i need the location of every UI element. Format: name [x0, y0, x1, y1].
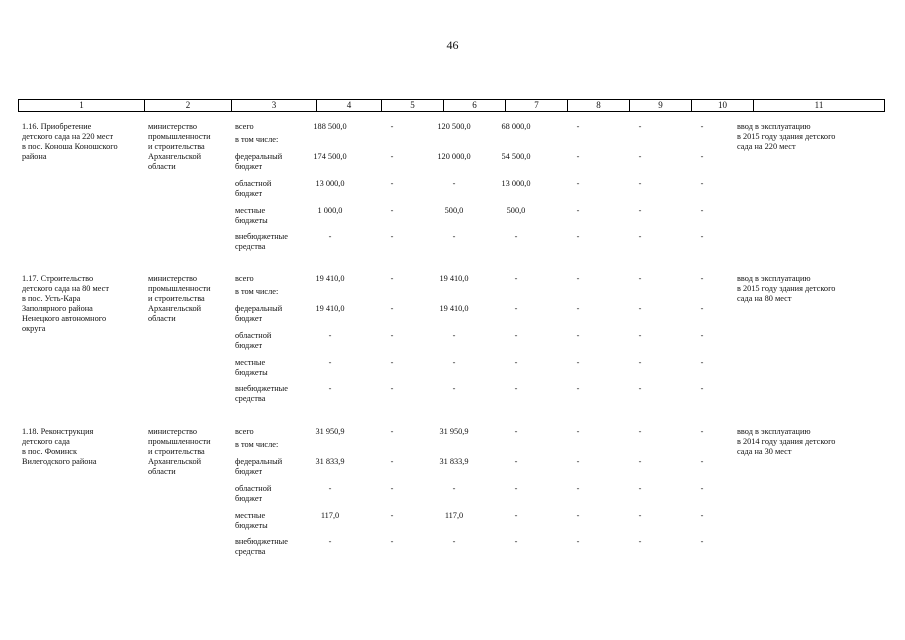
amount-cell: -: [576, 331, 580, 340]
amount-cell: -: [390, 384, 394, 393]
amount-cell: -: [700, 511, 704, 520]
amount-cell: 19 410,0: [315, 274, 345, 283]
column-header-3: 3: [232, 100, 317, 111]
amount-cell: 13 000,0: [315, 179, 345, 188]
funding-source-label: местные бюджеты: [235, 358, 268, 377]
amount-cell: -: [700, 484, 704, 493]
amount-cell: -: [452, 358, 456, 367]
amount-cell: -: [514, 511, 518, 520]
amount-cell: -: [576, 232, 580, 241]
column-header-5: 5: [382, 100, 444, 111]
amount-cell: -: [700, 122, 704, 131]
amount-cell: 19 410,0: [315, 304, 345, 313]
amount-cell: -: [638, 457, 642, 466]
amount-cell: -: [638, 331, 642, 340]
amount-cell: -: [514, 274, 518, 283]
amount-cell: -: [390, 232, 394, 241]
amount-cell: -: [700, 152, 704, 161]
amount-cell: 120 500,0: [437, 122, 471, 131]
amount-cell: -: [452, 384, 456, 393]
amount-cell: 117,0: [320, 511, 340, 520]
column-header-8: 8: [568, 100, 630, 111]
amount-cell: -: [390, 304, 394, 313]
column-header-6: 6: [444, 100, 506, 111]
funding-source-label: в том числе:: [235, 135, 279, 144]
amount-cell: 54 500,0: [501, 152, 531, 161]
amount-cell: 31 950,9: [439, 427, 469, 436]
amount-cell: -: [390, 457, 394, 466]
amount-cell: 19 410,0: [439, 304, 469, 313]
amount-cell: 31 950,9: [315, 427, 345, 436]
amount-cell: -: [638, 179, 642, 188]
executor: министерство промышленности и строительства Архангельской области: [148, 274, 211, 323]
amount-cell: -: [328, 484, 332, 493]
amount-cell: -: [390, 274, 394, 283]
amount-cell: -: [328, 358, 332, 367]
column-header-10: 10: [692, 100, 754, 111]
amount-cell: 68 000,0: [501, 122, 531, 131]
funding-source-label: областной бюджет: [235, 331, 272, 350]
amount-cell: -: [390, 331, 394, 340]
amount-cell: -: [700, 384, 704, 393]
amount-cell: -: [700, 358, 704, 367]
amount-cell: -: [638, 274, 642, 283]
executor: министерство промышленности и строительства Архангельской области: [148, 122, 211, 171]
amount-cell: -: [452, 232, 456, 241]
amount-cell: -: [390, 537, 394, 546]
amount-cell: -: [514, 331, 518, 340]
column-header-11: 11: [814, 100, 824, 110]
amount-cell: -: [638, 304, 642, 313]
amount-cell: 500,0: [444, 206, 464, 215]
funding-source-label: областной бюджет: [235, 179, 272, 198]
funding-source-label: всего: [235, 427, 254, 436]
amount-cell: 13 000,0: [501, 179, 531, 188]
amount-cell: -: [700, 274, 704, 283]
amount-cell: -: [390, 358, 394, 367]
amount-cell: 1 000,0: [317, 206, 343, 215]
amount-cell: -: [328, 232, 332, 241]
amount-cell: -: [390, 206, 394, 215]
amount-cell: -: [514, 484, 518, 493]
amount-cell: 31 833,9: [439, 457, 469, 466]
expected-result: ввод в эксплуатацию в 2015 году здания детского сада на 80 мест: [737, 274, 836, 303]
amount-cell: -: [638, 152, 642, 161]
amount-cell: -: [390, 484, 394, 493]
amount-cell: -: [514, 358, 518, 367]
amount-cell: -: [452, 331, 456, 340]
funding-source-label: всего: [235, 274, 254, 283]
funding-source-label: местные бюджеты: [235, 206, 268, 225]
amount-cell: -: [452, 484, 456, 493]
amount-cell: -: [514, 457, 518, 466]
amount-cell: -: [514, 427, 518, 436]
amount-cell: -: [700, 304, 704, 313]
amount-cell: -: [638, 232, 642, 241]
amount-cell: -: [576, 384, 580, 393]
funding-source-label: федеральный бюджет: [235, 457, 283, 476]
measure-title: 1.18. Реконструкция детского сада в пос. Фоминск Вилегодского района: [22, 427, 97, 466]
amount-cell: -: [514, 304, 518, 313]
measure-title: 1.17. Строительство детского сада на 80 мест в пос. Усть-Кара Заполярного района Ненецкого автономного округа: [22, 274, 109, 333]
amount-cell: -: [638, 511, 642, 520]
amount-cell: -: [638, 358, 642, 367]
measure-title: 1.16. Приобретение детского сада на 220 мест в пос. Коноша Коношского района: [22, 122, 118, 161]
amount-cell: -: [328, 384, 332, 393]
amount-cell: -: [452, 537, 456, 546]
funding-source-label: внебюджетные средства: [235, 537, 288, 556]
amount-cell: -: [514, 537, 518, 546]
amount-cell: -: [390, 152, 394, 161]
amount-cell: -: [576, 152, 580, 161]
amount-cell: 188 500,0: [313, 122, 347, 131]
amount-cell: 120 000,0: [437, 152, 471, 161]
column-header-4: 4: [317, 100, 382, 111]
funding-source-label: в том числе:: [235, 440, 279, 449]
amount-cell: -: [576, 484, 580, 493]
amount-cell: -: [328, 537, 332, 546]
amount-cell: -: [328, 331, 332, 340]
funding-source-label: внебюджетные средства: [235, 232, 288, 251]
column-header-1: 1: [19, 100, 145, 111]
amount-cell: -: [638, 206, 642, 215]
column-header-2: 2: [145, 100, 232, 111]
amount-cell: 117,0: [444, 511, 464, 520]
amount-cell: -: [576, 457, 580, 466]
amount-cell: -: [576, 206, 580, 215]
amount-cell: -: [390, 427, 394, 436]
amount-cell: -: [700, 457, 704, 466]
amount-cell: -: [576, 511, 580, 520]
table-header-row: [18, 99, 885, 112]
amount-cell: -: [576, 274, 580, 283]
funding-source-label: всего: [235, 122, 254, 131]
amount-cell: -: [390, 179, 394, 188]
amount-cell: -: [576, 537, 580, 546]
amount-cell: -: [700, 537, 704, 546]
amount-cell: -: [638, 384, 642, 393]
column-header-7: 7: [506, 100, 568, 111]
funding-source-label: федеральный бюджет: [235, 152, 283, 171]
amount-cell: -: [700, 331, 704, 340]
amount-cell: 31 833,9: [315, 457, 345, 466]
amount-cell: -: [638, 537, 642, 546]
amount-cell: -: [638, 427, 642, 436]
amount-cell: -: [390, 511, 394, 520]
amount-cell: -: [700, 232, 704, 241]
amount-cell: -: [576, 358, 580, 367]
amount-cell: -: [638, 484, 642, 493]
amount-cell: -: [452, 179, 456, 188]
page-number: 46: [446, 38, 459, 52]
funding-source-label: внебюджетные средства: [235, 384, 288, 403]
funding-source-label: областной бюджет: [235, 484, 272, 503]
amount-cell: -: [576, 122, 580, 131]
amount-cell: -: [700, 427, 704, 436]
amount-cell: -: [514, 384, 518, 393]
expected-result: ввод в эксплуатацию в 2014 году здания детского сада на 30 мест: [737, 427, 836, 456]
amount-cell: 174 500,0: [313, 152, 347, 161]
funding-source-label: в том числе:: [235, 287, 279, 296]
executor: министерство промышленности и строительства Архангельской области: [148, 427, 211, 476]
amount-cell: -: [390, 122, 394, 131]
amount-cell: 19 410,0: [439, 274, 469, 283]
amount-cell: -: [700, 179, 704, 188]
amount-cell: -: [638, 122, 642, 131]
funding-source-label: местные бюджеты: [235, 511, 268, 530]
amount-cell: -: [514, 232, 518, 241]
amount-cell: 500,0: [506, 206, 526, 215]
column-header-9: 9: [630, 100, 692, 111]
expected-result: ввод в эксплуатацию в 2015 году здания детского сада на 220 мест: [737, 122, 836, 151]
amount-cell: -: [700, 206, 704, 215]
amount-cell: -: [576, 179, 580, 188]
amount-cell: -: [576, 427, 580, 436]
amount-cell: -: [576, 304, 580, 313]
funding-source-label: федеральный бюджет: [235, 304, 283, 323]
